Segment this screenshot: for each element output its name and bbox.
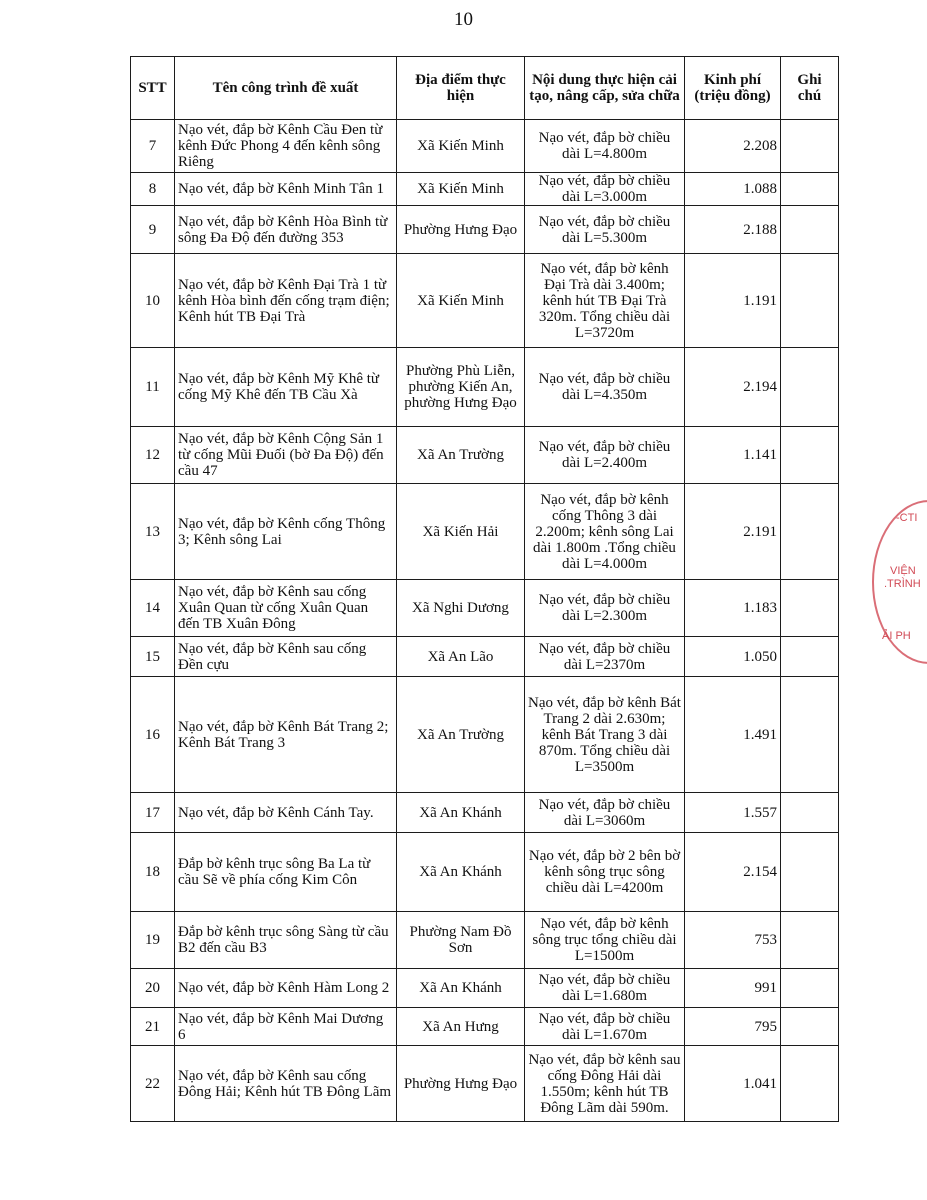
cell-content: Nạo vét, đắp bờ kênh sau cống Đông Hải dài 1.550m; kênh hút TB Đông Lãm dài 590m. xyxy=(525,1046,685,1122)
cell-location: Phường Nam Đồ Sơn xyxy=(397,912,525,969)
header-cost: Kinh phí (triệu đồng) xyxy=(685,57,781,120)
cell-cost: 1.491 xyxy=(685,677,781,793)
table-row xyxy=(131,969,839,1008)
cell-note xyxy=(781,206,839,254)
cell-cost: 2.188 xyxy=(685,206,781,254)
table-row xyxy=(131,173,839,206)
cell-note xyxy=(781,912,839,969)
cell-project-name: Nạo vét, đắp bờ Kênh sau cống Đền cựu xyxy=(175,637,397,677)
cell-note xyxy=(781,1046,839,1122)
cell-note xyxy=(781,254,839,348)
cell-cost: 795 xyxy=(685,1008,781,1046)
cell-note xyxy=(781,833,839,912)
cell-note xyxy=(781,580,839,637)
cell-location: Xã Kiến Minh xyxy=(397,254,525,348)
table-row xyxy=(131,833,839,912)
cell-note xyxy=(781,677,839,793)
cell-content: Nạo vét, đắp bờ chiều dài L=3.000m xyxy=(525,173,685,206)
table-row xyxy=(131,637,839,677)
cell-stt: 18 xyxy=(131,833,175,912)
cell-stt: 20 xyxy=(131,969,175,1008)
cell-stt: 7 xyxy=(131,120,175,173)
cell-cost: 2.208 xyxy=(685,120,781,173)
cell-location: Xã An Trường xyxy=(397,677,525,793)
cell-stt: 15 xyxy=(131,637,175,677)
cell-note xyxy=(781,1008,839,1046)
header-content: Nội dung thực hiện cải tạo, nâng cấp, sửa chữa xyxy=(525,57,685,120)
cell-project-name: Đắp bờ kênh trục sông Sàng từ cầu B2 đến cầu B3 xyxy=(175,912,397,969)
cell-stt: 17 xyxy=(131,793,175,833)
cell-note xyxy=(781,637,839,677)
table-row xyxy=(131,348,839,427)
cell-content: Nạo vét, đắp bờ kênh cống Thông 3 dài 2.200m; kênh sông Lai dài 1.800m .Tổng chiều dài L=4.000m xyxy=(525,484,685,580)
cell-note xyxy=(781,969,839,1008)
cell-stt: 11 xyxy=(131,348,175,427)
cell-cost: 753 xyxy=(685,912,781,969)
cell-content: Nạo vét, đắp bờ chiều dài L=4.350m xyxy=(525,348,685,427)
cell-cost: 2.194 xyxy=(685,348,781,427)
cell-note xyxy=(781,120,839,173)
cell-cost: 1.041 xyxy=(685,1046,781,1122)
cell-stt: 13 xyxy=(131,484,175,580)
cell-location: Phường Hưng Đạo xyxy=(397,206,525,254)
cell-project-name: Nạo vét, đắp bờ Kênh Đại Trà 1 từ kênh Hòa bình đến cống trạm điện; Kênh hút TB Đại Trà xyxy=(175,254,397,348)
cell-note xyxy=(781,793,839,833)
cell-project-name: Nạo vét, đắp bờ Kênh Mỹ Khê từ cống Mỹ Khê đến TB Cầu Xà xyxy=(175,348,397,427)
table-row xyxy=(131,677,839,793)
header-project-name: Tên công trình đề xuất xyxy=(175,57,397,120)
cell-cost: 1.557 xyxy=(685,793,781,833)
cell-cost: 1.183 xyxy=(685,580,781,637)
cell-project-name: Nạo vét, đắp bờ Kênh Mai Dương 6 xyxy=(175,1008,397,1046)
stamp-text: -CTI xyxy=(896,512,918,524)
stamp-text: VIỆN xyxy=(890,565,916,577)
cell-project-name: Nạo vét, đắp bờ Kênh sau cống Đông Hải; Kênh hút TB Đông Lãm xyxy=(175,1046,397,1122)
cell-content: Nạo vét, đắp bờ chiều dài L=2.400m xyxy=(525,427,685,484)
cell-content: Nạo vét, đắp bờ 2 bên bờ kênh sông trục sông chiều dài L=4200m xyxy=(525,833,685,912)
table-body xyxy=(131,120,839,1122)
cell-project-name: Nạo vét, đắp bờ Kênh Cánh Tay. xyxy=(175,793,397,833)
table-row xyxy=(131,120,839,173)
table-row xyxy=(131,580,839,637)
header-location: Địa điểm thực hiện xyxy=(397,57,525,120)
cell-note xyxy=(781,484,839,580)
cell-location: Xã An Khánh xyxy=(397,969,525,1008)
cell-cost: 1.050 xyxy=(685,637,781,677)
cell-stt: 22 xyxy=(131,1046,175,1122)
cell-project-name: Nạo vét, đắp bờ Kênh Cộng Sản 1 từ cống Mũi Đuối (bờ Đa Độ) đến cầu 47 xyxy=(175,427,397,484)
table-row xyxy=(131,206,839,254)
cell-location: Xã An Lão xyxy=(397,637,525,677)
cell-note xyxy=(781,173,839,206)
header-note: Ghi chú xyxy=(781,57,839,120)
cell-cost: 991 xyxy=(685,969,781,1008)
cell-location: Phường Hưng Đạo xyxy=(397,1046,525,1122)
cell-location: Xã Kiến Minh xyxy=(397,120,525,173)
cell-note xyxy=(781,427,839,484)
cell-project-name: Nạo vét, đắp bờ Kênh Hòa Bình từ sông Đa Độ đến đường 353 xyxy=(175,206,397,254)
cell-content: Nạo vét, đắp bờ chiều dài L=2.300m xyxy=(525,580,685,637)
cell-cost: 1.191 xyxy=(685,254,781,348)
cell-stt: 21 xyxy=(131,1008,175,1046)
cell-location: Xã An Hưng xyxy=(397,1008,525,1046)
cell-stt: 12 xyxy=(131,427,175,484)
cell-project-name: Nạo vét, đắp bờ Kênh Bát Trang 2; Kênh Bát Trang 3 xyxy=(175,677,397,793)
cell-project-name: Đắp bờ kênh trục sông Ba La từ cầu Sẽ về phía cống Kim Côn xyxy=(175,833,397,912)
table-row xyxy=(131,427,839,484)
proposal-table xyxy=(130,56,839,1122)
cell-content: Nạo vét, đắp bờ chiều dài L=4.800m xyxy=(525,120,685,173)
header-stt: STT xyxy=(131,57,175,120)
table-row xyxy=(131,1008,839,1046)
cell-cost: 2.191 xyxy=(685,484,781,580)
cell-stt: 9 xyxy=(131,206,175,254)
cell-content: Nạo vét, đắp bờ kênh Đại Trà dài 3.400m; kênh hút TB Đại Trà 320m. Tổng chiều dài L=3720m xyxy=(525,254,685,348)
cell-content: Nạo vét, đắp bờ chiều dài L=1.680m xyxy=(525,969,685,1008)
cell-location: Xã An Trường xyxy=(397,427,525,484)
table-row xyxy=(131,1046,839,1122)
cell-stt: 10 xyxy=(131,254,175,348)
cell-project-name: Nạo vét, đắp bờ Kênh cống Thông 3; Kênh sông Lai xyxy=(175,484,397,580)
cell-cost: 1.141 xyxy=(685,427,781,484)
table-row xyxy=(131,793,839,833)
stamp-text: ẢI PH xyxy=(882,630,911,642)
cell-project-name: Nạo vét, đắp bờ Kênh Hàm Long 2 xyxy=(175,969,397,1008)
cell-stt: 19 xyxy=(131,912,175,969)
cell-stt: 16 xyxy=(131,677,175,793)
cell-stt: 8 xyxy=(131,173,175,206)
table-row xyxy=(131,254,839,348)
cell-stt: 14 xyxy=(131,580,175,637)
cell-content: Nạo vét, đắp bờ kênh Bát Trang 2 dài 2.630m; kênh Bát Trang 3 dài 870m. Tổng chiều dài L=3500m xyxy=(525,677,685,793)
stamp-text: .TRÌNH xyxy=(884,578,921,590)
cell-project-name: Nạo vét, đắp bờ Kênh Minh Tân 1 xyxy=(175,173,397,206)
table-header-row xyxy=(131,57,839,120)
cell-project-name: Nạo vét, đắp bờ Kênh Cầu Đen từ kênh Đức Phong 4 đến kênh sông Riêng xyxy=(175,120,397,173)
cell-location: Xã An Khánh xyxy=(397,833,525,912)
cell-location: Xã Kiến Hải xyxy=(397,484,525,580)
cell-content: Nạo vét, đắp bờ chiều dài L=2370m xyxy=(525,637,685,677)
cell-note xyxy=(781,348,839,427)
table-row xyxy=(131,484,839,580)
cell-content: Nạo vét, đắp bờ kênh sông trục tổng chiều dài L=1500m xyxy=(525,912,685,969)
cell-project-name: Nạo vét, đắp bờ Kênh sau cống Xuân Quan từ cống Xuân Quan đến TB Xuân Đông xyxy=(175,580,397,637)
cell-location: Xã An Khánh xyxy=(397,793,525,833)
cell-location: Xã Kiến Minh xyxy=(397,173,525,206)
cell-cost: 1.088 xyxy=(685,173,781,206)
cell-location: Xã Nghi Dương xyxy=(397,580,525,637)
cell-cost: 2.154 xyxy=(685,833,781,912)
cell-content: Nạo vét, đắp bờ chiều dài L=5.300m xyxy=(525,206,685,254)
cell-content: Nạo vét, đắp bờ chiều dài L=3060m xyxy=(525,793,685,833)
table-row xyxy=(131,912,839,969)
cell-location: Phường Phù Liễn, phường Kiến An, phường Hưng Đạo xyxy=(397,348,525,427)
cell-content: Nạo vét, đắp bờ chiều dài L=1.670m xyxy=(525,1008,685,1046)
page-number: 10 xyxy=(454,9,473,30)
